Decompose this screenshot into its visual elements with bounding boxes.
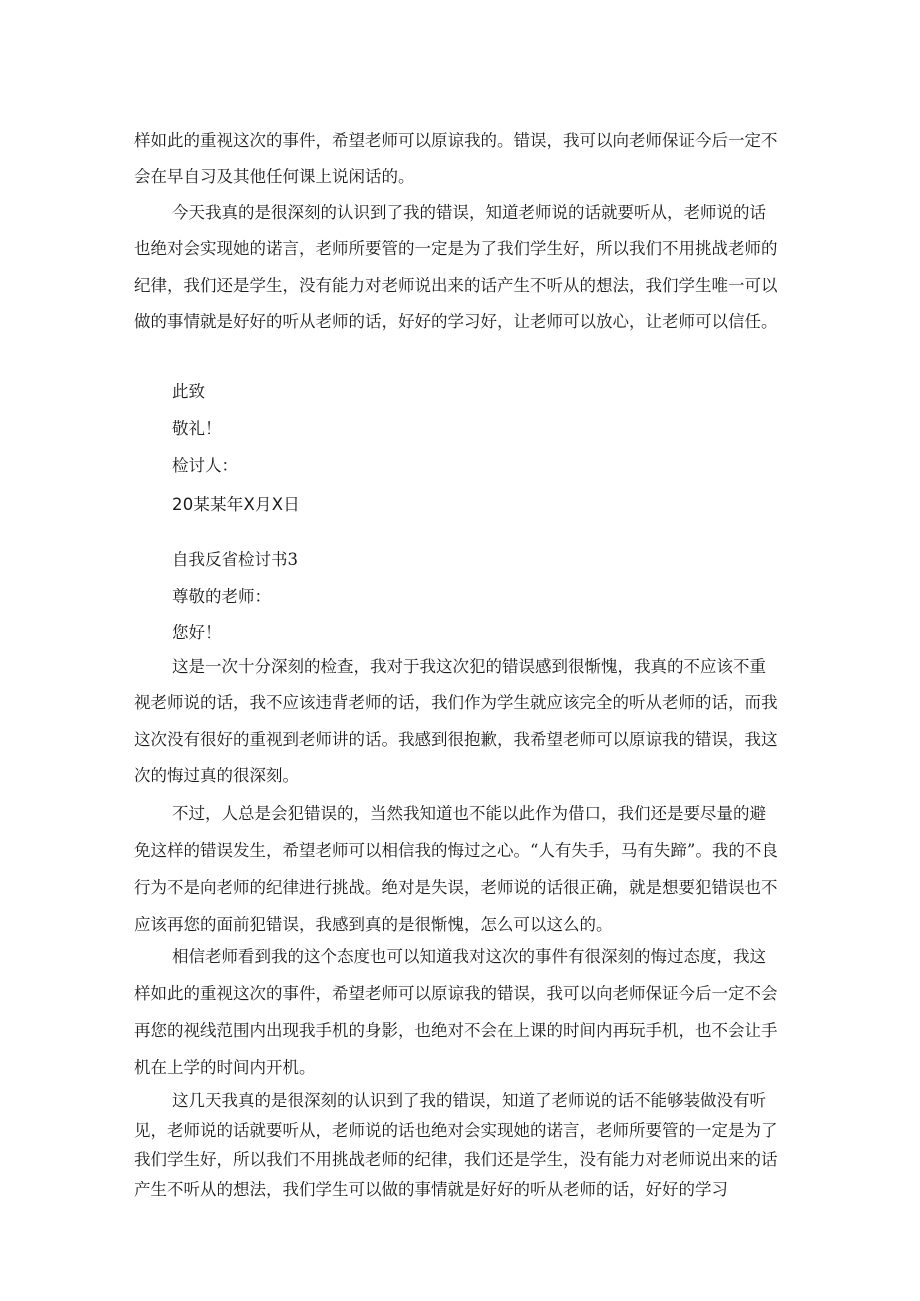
- date-line: 20某某年X月X日: [172, 495, 300, 514]
- paragraph-continued: 样如此的重视这次的事件，希望老师可以原谅我的。错误，我可以向老师保证今后一定不会在早自习及其他任何课上说闲话的。: [134, 131, 778, 187]
- closing-line-1: 此致: [172, 382, 205, 401]
- paragraph-1: 这是一次十分深刻的检查，我对于我这次犯的错误感到很惭愧，我真的不应该不重视老师说的话，我不应该违背老师的话，我们作为学生就应该完全的听从老师的话，而我这次没有很好的重视到老师讲的话。我感到很抱歉，我希望老师可以原谅我的错误，我这次的悔过真的很深刻。: [134, 657, 778, 786]
- signer-label: 检讨人：: [172, 456, 238, 475]
- salutation: 尊敬的老师：: [172, 587, 271, 606]
- paragraph-4: 这几天我真的是很深刻的认识到了我的错误，知道了老师说的话不能够装做没有听见，老师说的话就要听从，老师说的话也绝对会实现她的诺言，老师所要管的一定是为了我们学生好，所以我们不用挑战老师的纪律，我们还是学生，没有能力对老师说出来的话产生不听从的想法，我们学生可以做的事情就是好好的听从老师的话，好好的学习: [134, 1091, 778, 1199]
- paragraph-2: 不过，人总是会犯错误的，当然我知道也不能以此作为借口，我们还是要尽量的避免这样的错误发生，希望老师可以相信我的悔过之心。“人有失手，马有失蹄”。我的不良行为不是向老师的纪律进行挑战。绝对是失误，老师说的话很正确，就是想要犯错误也不应该再您的面前犯错误，我感到真的是很惭愧，怎么可以这么的。: [134, 804, 778, 934]
- greeting: 您好！: [172, 623, 222, 642]
- closing-line-2: 敬礼！: [172, 419, 222, 438]
- section-title: 自我反省检讨书3: [172, 550, 298, 569]
- paragraph-today: 今天我真的是很深刻的认识到了我的错误，知道老师说的话就要听从，老师说的话也绝对会实现她的诺言，老师所要管的一定是为了我们学生好，所以我们不用挑战老师的纪律，我们还是学生，没有能力对老师说出来的话产生不听从的想法，我们学生唯一可以做的事情就是好好的听从老师的话，好好的学习好，让老师可以放心，让老师可以信任。: [134, 203, 778, 332]
- paragraph-3: 相信老师看到我的这个态度也可以知道我对这次的事件有很深刻的悔过态度，我这样如此的重视这次的事件，希望老师可以原谅我的错误，我可以向老师保证今后一定不会再您的视线范围内出现我手机的身影，也绝对不会在上课的时间内再玩手机，也不会让手机在上学的时间内开机。: [134, 947, 778, 1077]
